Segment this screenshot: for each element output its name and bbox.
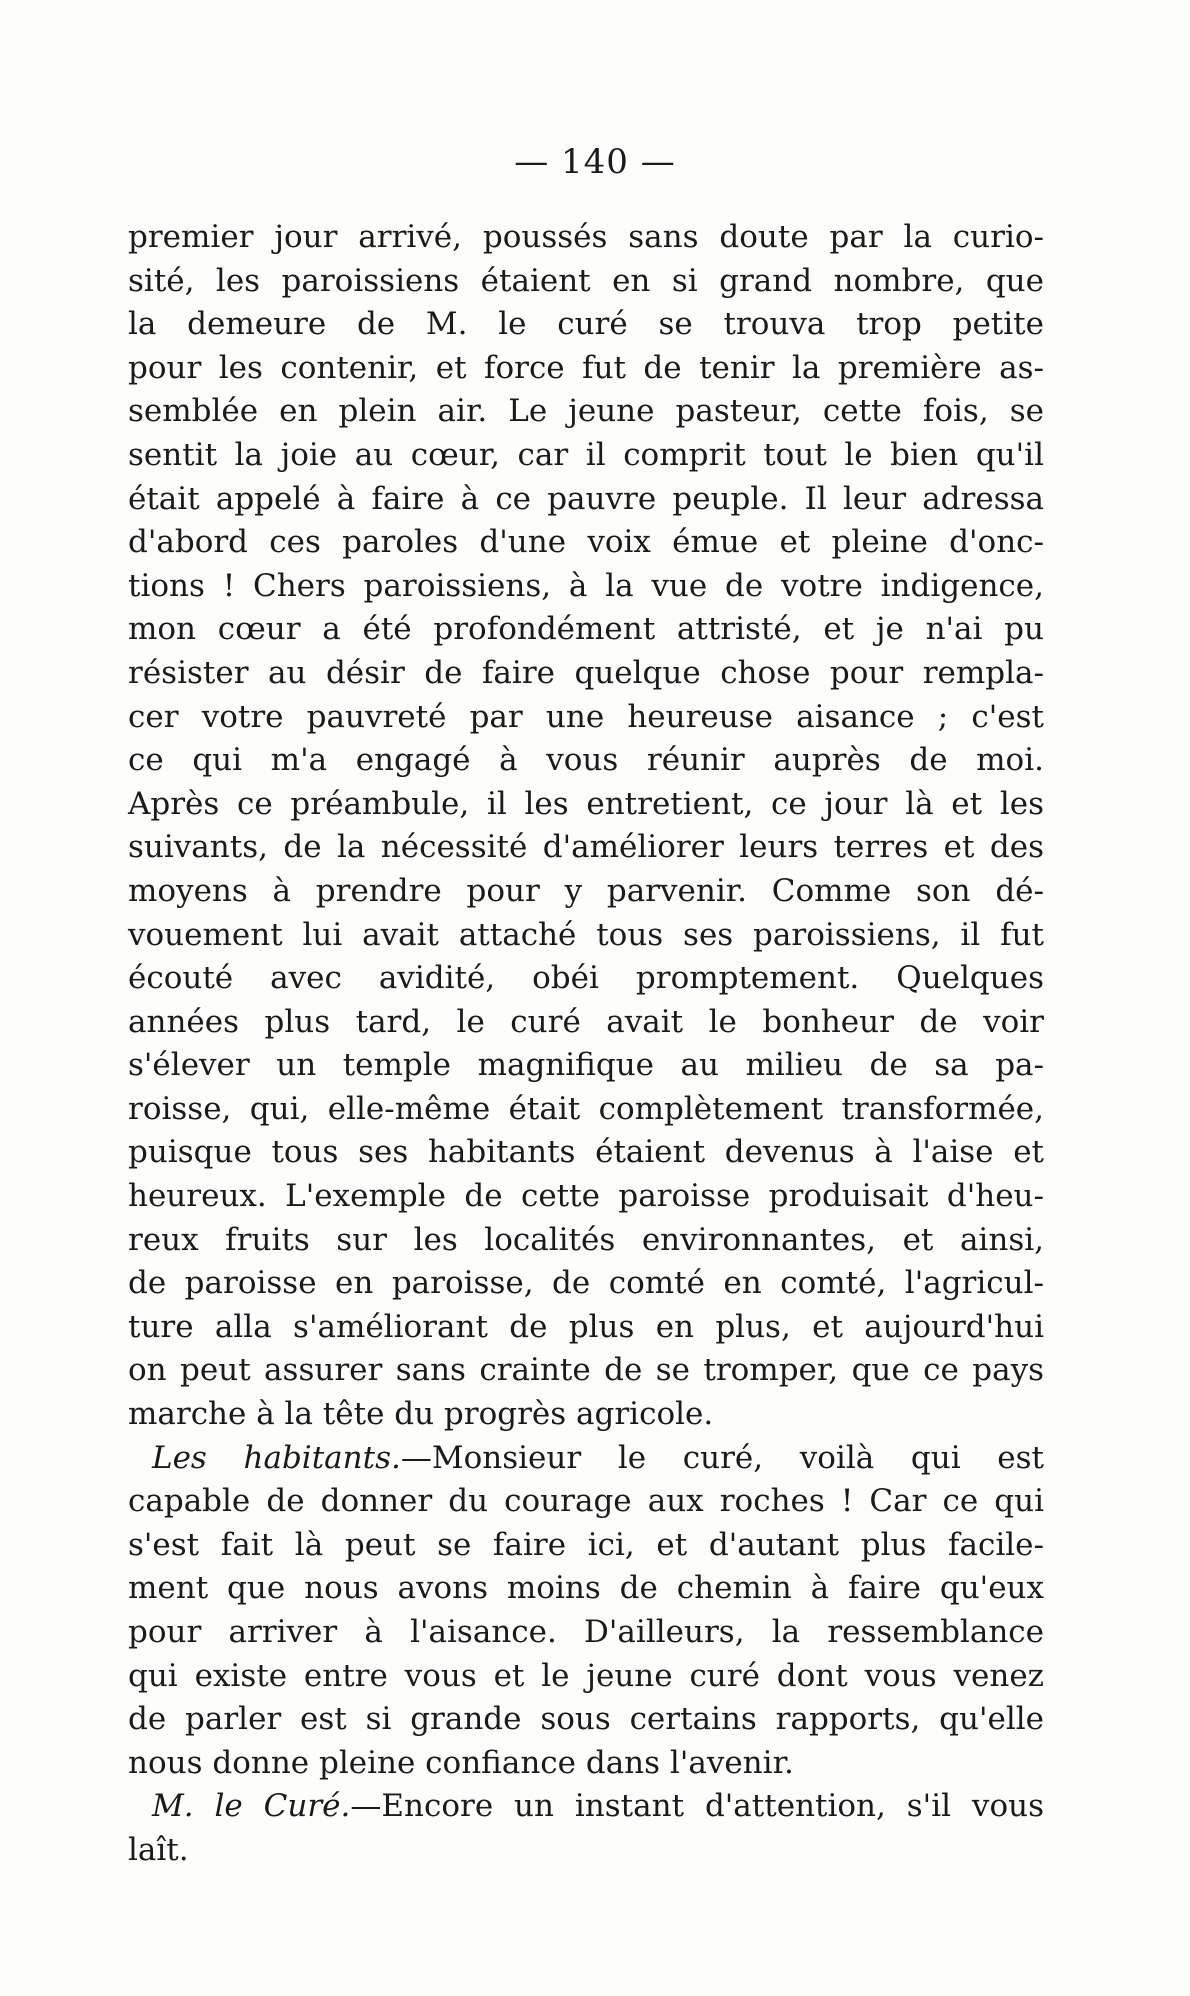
text-line: [128, 1655, 1044, 1699]
line-text: semblée en plein air. Le jeune pasteur, cette fois, se: [128, 393, 1044, 430]
text-line: [128, 826, 1044, 870]
line-text: suivants, de la nécessité d'améliorer leurs terres et des: [128, 829, 1044, 866]
text-line: [128, 1742, 1044, 1786]
line-text: la demeure de M. le curé se trouva trop petite: [128, 306, 1044, 343]
line-text: nous donne pleine confiance dans l'avenir.: [128, 1744, 794, 1781]
text-line: [128, 1044, 1044, 1088]
line-text: —Encore un instant d'attention, s'il vous: [350, 1788, 1044, 1825]
line-text: tions ! Chers paroissiens, à la vue de votre indigence,: [128, 567, 1044, 604]
text-line: [128, 303, 1044, 347]
line-text: laît.: [128, 1831, 189, 1868]
text-line: [128, 870, 1044, 914]
speaker-label: M. le Curé.: [152, 1788, 351, 1825]
text-line: [128, 1437, 1044, 1481]
text-line: [128, 1524, 1044, 1568]
line-text: premier jour arrivé, poussés sans doute par la curio-: [128, 219, 1044, 255]
text-line: [128, 739, 1044, 783]
line-text: mon cœur a été profondément attristé, et je n'ai pu: [128, 611, 1044, 648]
text-line: [128, 1785, 1044, 1829]
text-line: [128, 1393, 1044, 1437]
speaker-label: Les habitants.: [152, 1439, 401, 1476]
line-text: s'est fait là peut se faire ici, et d'autant plus facile-: [128, 1526, 1044, 1563]
line-text: d'abord ces paroles d'une voix émue et pleine d'onc-: [128, 524, 1044, 561]
text-line: [128, 1611, 1044, 1655]
line-text: sité, les paroissiens étaient en si grand nombre, que: [128, 262, 1044, 299]
line-text: était appelé à faire à ce pauvre peuple. Il leur adressa: [128, 480, 1044, 517]
line-text: capable de donner du courage aux roches ! Car ce qui: [128, 1483, 1044, 1520]
page-number: — 140 —: [514, 142, 676, 182]
text-line: [128, 1219, 1044, 1263]
text-line: [128, 1306, 1044, 1350]
line-text: années plus tard, le curé avait le bonheur de voir: [128, 1003, 1044, 1040]
text-line: [128, 696, 1044, 740]
line-text: on peut assurer sans crainte de se tromper, que ce pays: [128, 1352, 1044, 1389]
text-line: [128, 565, 1044, 609]
line-text: résister au désir de faire quelque chose pour rempla-: [128, 654, 1044, 691]
text-line: [128, 1829, 1044, 1873]
text-line: [128, 608, 1044, 652]
text-line: [128, 521, 1044, 565]
line-text: qui existe entre vous et le jeune curé dont vous venez: [128, 1657, 1044, 1694]
line-text: vouement lui avait attaché tous ses paroissiens, il fut: [128, 916, 1044, 953]
text-line: [128, 1175, 1044, 1219]
line-text: marche à la tête du progrès agricole.: [128, 1396, 714, 1433]
text-line: [128, 260, 1044, 304]
text-line: [128, 957, 1044, 1001]
line-text: ce qui m'a engagé à vous réunir auprès de moi.: [128, 742, 1044, 779]
text-line: [128, 914, 1044, 958]
text-line: [128, 216, 1044, 260]
line-text: cer votre pauvreté par une heureuse aisance ; c'est: [128, 698, 1044, 735]
line-text: reux fruits sur les localités environnantes, et ainsi,: [128, 1221, 1044, 1258]
body-text: [128, 216, 1044, 1873]
text-line: [128, 1131, 1044, 1175]
text-line: [128, 1567, 1044, 1611]
line-text: écouté avec avidité, obéi promptement. Quelques: [128, 960, 1044, 997]
text-line: [128, 1698, 1044, 1742]
text-line: [128, 390, 1044, 434]
line-text: s'élever un temple magnifique au milieu de sa pa-: [128, 1047, 1044, 1084]
text-line: [128, 434, 1044, 478]
text-line: [128, 1349, 1044, 1393]
line-text: sentit la joie au cœur, car il comprit tout le bien qu'il: [128, 436, 1044, 473]
line-text: heureux. L'exemple de cette paroisse produisait d'heu-: [128, 1178, 1044, 1215]
line-text: —Monsieur le curé, voilà qui est: [400, 1439, 1045, 1476]
line-text: de parler est si grande sous certains rapports, qu'elle: [128, 1701, 1044, 1738]
line-text: puisque tous ses habitants étaient devenus à l'aise et: [128, 1134, 1044, 1171]
text-line: [128, 1480, 1044, 1524]
line-text: pour arriver à l'aisance. D'ailleurs, la ressemblance: [128, 1614, 1044, 1650]
line-text: pour les contenir, et force fut de tenir la première as-: [128, 349, 1044, 386]
text-line: [128, 1262, 1044, 1306]
line-text: moyens à prendre pour y parvenir. Comme son dé-: [128, 872, 1044, 909]
text-line: [128, 783, 1044, 827]
line-text: ture alla s'améliorant de plus en plus, et aujourd'hui: [128, 1308, 1044, 1345]
line-text: de paroisse en paroisse, de comté en comté, l'agricul-: [128, 1265, 1044, 1302]
text-line: [128, 1001, 1044, 1045]
text-line: [128, 652, 1044, 696]
text-line: [128, 478, 1044, 522]
line-text: roisse, qui, elle-même était complètement transformée,: [128, 1090, 1044, 1127]
line-text: ment que nous avons moins de chemin à faire qu'eux: [128, 1570, 1044, 1607]
line-text: Après ce préambule, il les entretient, ce jour là et les: [128, 785, 1044, 822]
text-line: [128, 1088, 1044, 1132]
text-line: [128, 347, 1044, 391]
